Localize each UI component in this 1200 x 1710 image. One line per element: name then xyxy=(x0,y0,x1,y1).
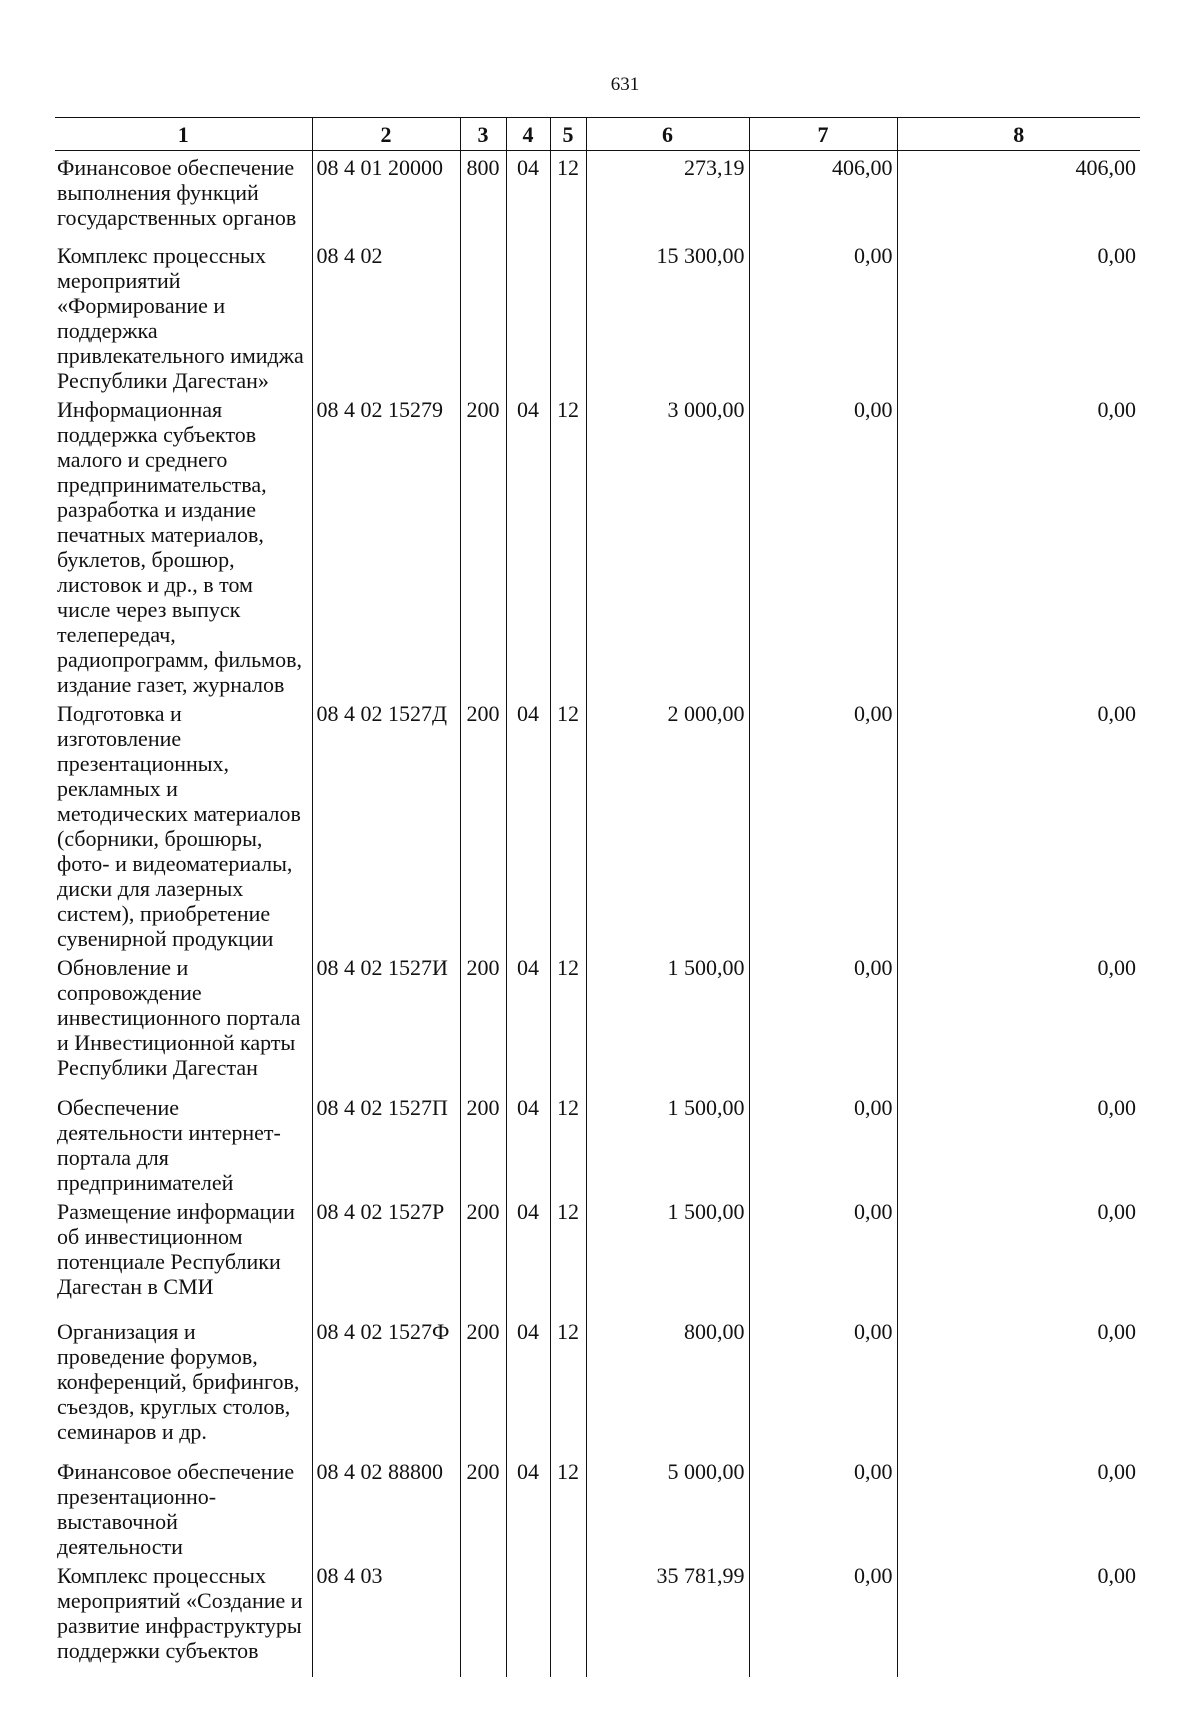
row-col-6: 1 500,00 xyxy=(586,1195,749,1315)
table-row xyxy=(55,393,1140,697)
row-col-6: 800,00 xyxy=(586,1315,749,1455)
table-row xyxy=(55,951,1140,1091)
row-col-3: 200 xyxy=(460,1195,506,1315)
row-col-6: 1 500,00 xyxy=(586,951,749,1091)
table-row xyxy=(55,1315,1140,1455)
row-col-8: 0,00 xyxy=(897,239,1140,393)
budget-table xyxy=(55,117,1140,1677)
row-code: 08 4 02 1527Р xyxy=(312,1195,460,1315)
row-code: 08 4 02 1527Ф xyxy=(312,1315,460,1455)
row-code: 08 4 03 xyxy=(312,1559,460,1677)
header-col-2: 2 xyxy=(312,118,460,151)
row-col-5 xyxy=(550,1559,586,1677)
row-col-5: 12 xyxy=(550,1315,586,1455)
table-row xyxy=(55,697,1140,951)
row-col-5: 12 xyxy=(550,951,586,1091)
row-col-3: 200 xyxy=(460,1315,506,1455)
row-col-4: 04 xyxy=(506,951,550,1091)
row-col-7: 0,00 xyxy=(749,951,897,1091)
row-col-7: 0,00 xyxy=(749,1315,897,1455)
row-col-4: 04 xyxy=(506,151,550,239)
row-name: Финансовое обеспечение презентационно-выставочной деятельности xyxy=(57,1458,295,1559)
row-col-7: 0,00 xyxy=(749,239,897,393)
row-col-4: 04 xyxy=(506,1455,550,1559)
row-name: Финансовое обеспечение выполнения функций государственных органов xyxy=(57,155,297,230)
row-col-5: 12 xyxy=(550,1455,586,1559)
header-col-8: 8 xyxy=(897,118,1140,151)
row-col-6: 3 000,00 xyxy=(586,393,749,697)
row-col-3 xyxy=(460,1559,506,1677)
row-name: Комплекс процессных мероприятий «Формирование и поддержка привлекательного имиджа Республики Дагестан» xyxy=(57,242,304,393)
row-col-7: 0,00 xyxy=(749,1091,897,1195)
row-name: Обновление и сопровождение инвестиционного портала и Инвестиционной карты Республики Дагестан xyxy=(57,954,301,1080)
row-col-8: 0,00 xyxy=(897,1091,1140,1195)
row-col-6: 273,19 xyxy=(586,151,749,239)
row-col-3 xyxy=(460,239,506,393)
header-col-6: 6 xyxy=(586,118,749,151)
row-col-4: 04 xyxy=(506,393,550,697)
row-name: Обеспечение деятельности интернет-портала для предпринимателей xyxy=(57,1094,281,1195)
row-col-3: 200 xyxy=(460,697,506,951)
row-col-7: 406,00 xyxy=(749,151,897,239)
row-col-8: 0,00 xyxy=(897,1559,1140,1677)
page-number: 631 xyxy=(610,74,640,95)
row-code: 08 4 02 15279 xyxy=(312,393,460,697)
row-col-5: 12 xyxy=(550,697,586,951)
table-row xyxy=(55,151,1140,239)
row-name: Информационная поддержка субъектов малого и среднего предпринимательства, разработка и издание печатных материалов, буклетов, брошюр, листовок и др., в том числе через выпуск телепередач, радиопрограмм, фильмов, издание газет, журналов xyxy=(57,396,302,697)
row-col-8: 0,00 xyxy=(897,697,1140,951)
row-col-8: 0,00 xyxy=(897,393,1140,697)
row-col-4: 04 xyxy=(506,1315,550,1455)
row-col-7: 0,00 xyxy=(749,393,897,697)
table-row xyxy=(55,1091,1140,1195)
row-col-4: 04 xyxy=(506,1195,550,1315)
row-col-8: 406,00 xyxy=(897,151,1140,239)
row-code: 08 4 02 1527И xyxy=(312,951,460,1091)
row-col-6: 35 781,99 xyxy=(586,1559,749,1677)
row-col-8: 0,00 xyxy=(897,1315,1140,1455)
row-col-3: 200 xyxy=(460,1091,506,1195)
row-col-4 xyxy=(506,1559,550,1677)
row-col-3: 200 xyxy=(460,951,506,1091)
row-col-5 xyxy=(550,239,586,393)
row-code: 08 4 02 88800 xyxy=(312,1455,460,1559)
row-col-6: 1 500,00 xyxy=(586,1091,749,1195)
header-col-7: 7 xyxy=(749,118,897,151)
header-col-3: 3 xyxy=(460,118,506,151)
row-name: Размещение информации об инвестиционном потенциале Республики Дагестан в СМИ xyxy=(57,1198,295,1299)
row-col-5: 12 xyxy=(550,151,586,239)
row-col-6: 2 000,00 xyxy=(586,697,749,951)
row-col-4 xyxy=(506,239,550,393)
header-col-5: 5 xyxy=(550,118,586,151)
table-row xyxy=(55,1455,1140,1559)
row-col-7: 0,00 xyxy=(749,697,897,951)
row-col-3: 200 xyxy=(460,393,506,697)
table-row xyxy=(55,1195,1140,1315)
row-col-8: 0,00 xyxy=(897,1455,1140,1559)
table-header-row xyxy=(55,118,1140,151)
row-col-7: 0,00 xyxy=(749,1559,897,1677)
row-col-4: 04 xyxy=(506,697,550,951)
row-col-6: 5 000,00 xyxy=(586,1455,749,1559)
table-row xyxy=(55,1559,1140,1677)
row-code: 08 4 02 xyxy=(312,239,460,393)
table-row xyxy=(55,239,1140,393)
row-col-6: 15 300,00 xyxy=(586,239,749,393)
row-col-3: 800 xyxy=(460,151,506,239)
row-col-4: 04 xyxy=(506,1091,550,1195)
header-col-1: 1 xyxy=(55,118,312,151)
row-code: 08 4 01 20000 xyxy=(312,151,460,239)
row-col-8: 0,00 xyxy=(897,1195,1140,1315)
row-col-8: 0,00 xyxy=(897,951,1140,1091)
row-col-7: 0,00 xyxy=(749,1195,897,1315)
row-col-5: 12 xyxy=(550,393,586,697)
row-code: 08 4 02 1527П xyxy=(312,1091,460,1195)
row-col-7: 0,00 xyxy=(749,1455,897,1559)
row-col-5: 12 xyxy=(550,1195,586,1315)
row-code: 08 4 02 1527Д xyxy=(312,697,460,951)
row-name: Организация и проведение форумов, конференций, брифингов, съездов, круглых столов, семинаров и др. xyxy=(57,1318,300,1444)
row-name: Подготовка и изготовление презентационных, рекламных и методических материалов (сборники, брошюры, фото- и видеоматериалы, диски для лазерных систем), приобретение сувенирной продукции xyxy=(57,700,301,951)
row-col-5: 12 xyxy=(550,1091,586,1195)
row-name: Комплекс процессных мероприятий «Создание и развитие инфраструктуры поддержки субъектов xyxy=(57,1562,303,1663)
row-col-3: 200 xyxy=(460,1455,506,1559)
header-col-4: 4 xyxy=(506,118,550,151)
